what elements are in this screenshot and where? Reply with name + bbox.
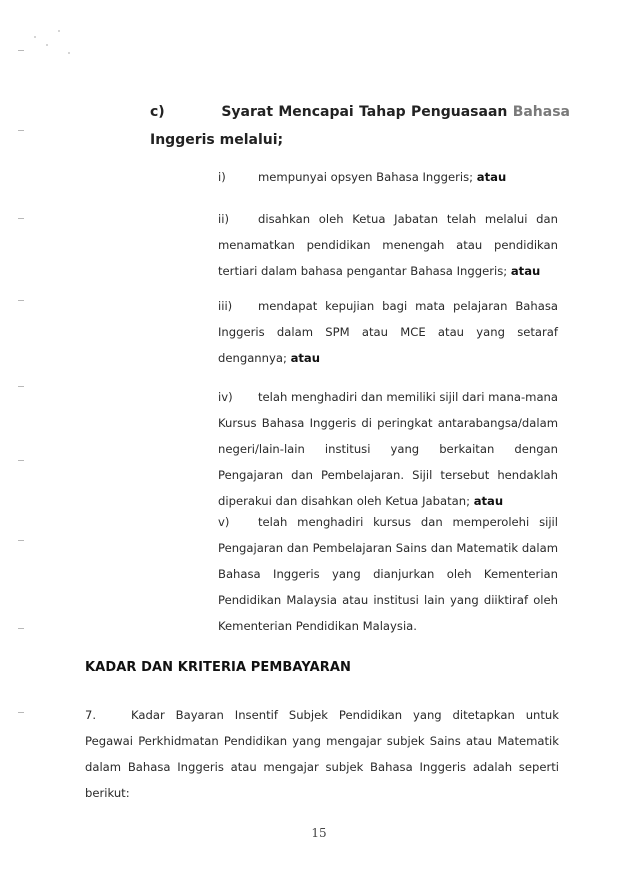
scan-speck xyxy=(58,30,60,32)
page-number: 15 xyxy=(311,826,327,840)
list-item xyxy=(218,384,558,514)
scan-speck xyxy=(46,44,48,46)
item-text: telah menghadiri kursus dan memperolehi sijil Pengajaran dan Pembelajaran Sains dan Matematik dalam Bahasa Inggeris yang dianjurkan oleh Kementerian Pendidikan Malaysia atau institusi lain yang diiktiraf oleh Kementerian Pendidikan Malaysia. xyxy=(218,515,558,633)
scan-speck xyxy=(68,52,70,54)
item-number: ii) xyxy=(218,212,229,226)
list-item xyxy=(218,206,558,284)
scan-mark xyxy=(18,386,24,387)
scan-mark xyxy=(18,540,24,541)
section-c-heading xyxy=(150,98,570,154)
section-word: Bahasa xyxy=(512,104,570,120)
section-word: Mencapai xyxy=(278,104,354,120)
scan-mark xyxy=(18,712,24,713)
paragraph-7 xyxy=(85,702,559,806)
scan-mark xyxy=(18,300,24,301)
section-letter: c) xyxy=(150,104,165,120)
item-text: telah menghadiri dan memiliki sijil dari mana-mana Kursus Bahasa Inggeris di peringkat antarabangsa/dalam negeri/lain-lain institusi yang berkaitan dengan Pengajaran dan Pembelajaran. Sijil tersebut hendaklah diperakui dan disahkan oleh Ketua Jabatan; xyxy=(218,390,559,508)
scan-speck xyxy=(34,36,36,38)
scan-mark xyxy=(18,628,24,629)
scan-mark xyxy=(18,218,24,219)
paragraph-number: 7. xyxy=(85,708,97,722)
section-heading-line2: Inggeris melalui; xyxy=(150,132,284,148)
item-text: mendapat kepujian bagi mata pelajaran Bahasa Inggeris dalam SPM atau MCE atau yang setaraf dengannya; xyxy=(218,299,558,365)
item-number: iv) xyxy=(218,390,233,404)
scan-mark xyxy=(18,460,24,461)
item-text: mempunyai opsyen Bahasa Inggeris; xyxy=(258,170,474,184)
item-conjunction: atau xyxy=(473,494,504,508)
item-number: i) xyxy=(218,170,226,184)
section-heading: KADAR DAN KRITERIA PEMBAYARAN xyxy=(85,660,352,675)
item-conjunction: atau xyxy=(510,264,541,278)
list-item xyxy=(218,293,558,371)
scan-mark xyxy=(18,130,24,131)
paragraph-text: Kadar Bayaran Insentif Subjek Pendidikan yang ditetapkan untuk Pegawai Perkhidmatan Pendidikan yang mengajar subjek Sains atau Matematik dalam Bahasa Inggeris atau mengajar subjek Bahasa Inggeris adalah seperti berikut: xyxy=(85,708,559,800)
list-item xyxy=(218,509,558,639)
item-number: v) xyxy=(218,515,230,529)
item-conjunction: atau xyxy=(290,351,321,365)
section-word: Tahap xyxy=(359,104,406,120)
item-text: disahkan oleh Ketua Jabatan telah melalui dan menamatkan pendidikan menengah atau pendidikan tertiari dalam bahasa pengantar Bahasa Inggeris; xyxy=(218,212,558,278)
item-number: iii) xyxy=(218,299,233,313)
section-word: Syarat xyxy=(221,104,274,120)
list-item xyxy=(218,164,558,190)
item-conjunction: atau xyxy=(476,170,507,184)
section-word: Penguasaan xyxy=(411,104,508,120)
scan-mark xyxy=(18,50,24,51)
